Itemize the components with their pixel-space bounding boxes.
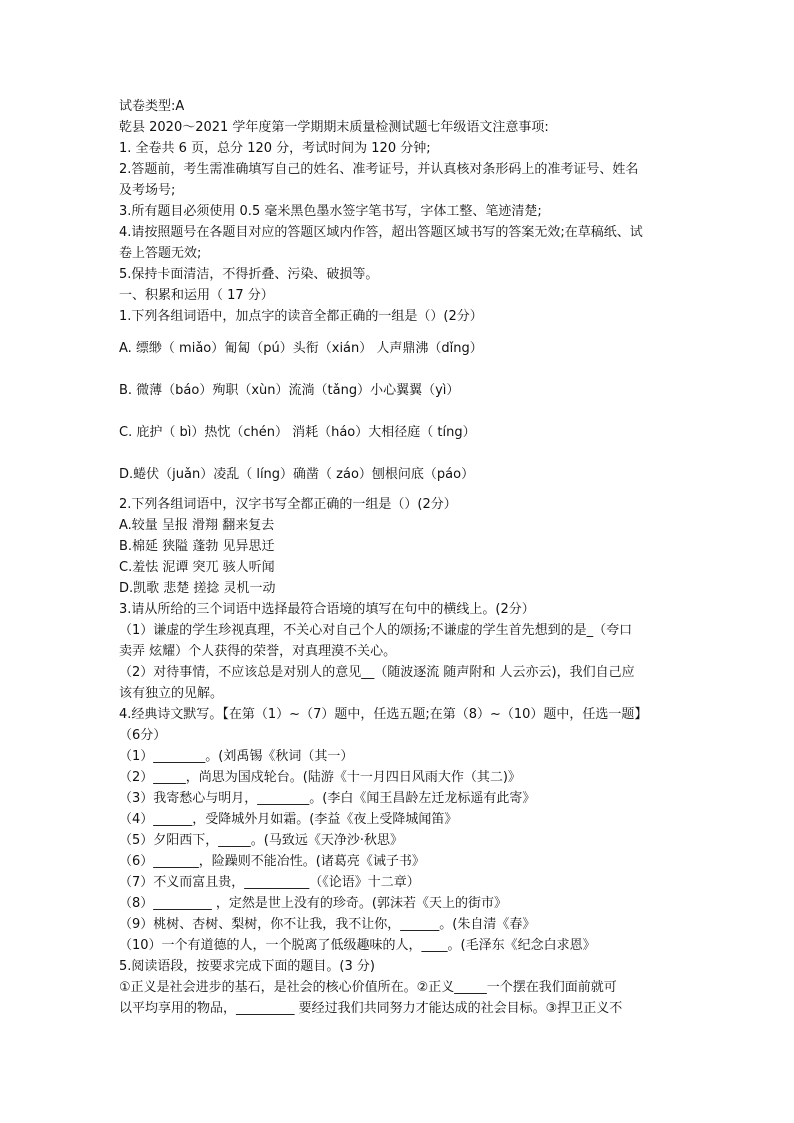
question-4-line: （7）不义而富且贵，__________（《论语》十二章）	[119, 875, 420, 890]
question-4-line: （6分）	[119, 728, 167, 743]
question-4-line: 4.经典诗文默写。【在第（1）~（7）题中，任选五题;在第（8）~（10）题中，任选一题】	[119, 707, 648, 722]
question-1-option-d: D.蜷伏（juǎn）凌乱（ líng）确凿（ záo）刨根问底（páo）	[119, 467, 475, 482]
question-2-stem: 2.下列各组词语中，汉字书写全都正确的一组是（）(2分）	[119, 497, 457, 512]
question-4-line: （9）桃树、杏树、梨树，你不让我，我不让你，______。(朱自清《春》	[119, 917, 536, 932]
question-3-line: 卖弄 炫耀）个人获得的荣誉，对真理漠不关心。	[119, 644, 397, 659]
question-1-stem: 1.下列各组词语中，加点字的读音全都正确的一组是（）(2分）	[119, 309, 483, 324]
question-4-line: （5）夕阳西下，_____。(马致远《天净沙·秋思》	[119, 833, 403, 848]
exam-type-label: 试卷类型:A	[119, 99, 185, 114]
section-heading: 一、积累和运用（ 17 分）	[119, 288, 274, 303]
question-2-option-b: B.棉延 狭隘 蓬勃 见异思迁	[119, 539, 275, 554]
question-1-option-b: B. 微薄（báo）殉职（xùn）流淌（tǎng）小心翼翼（yì）	[119, 383, 460, 398]
question-5-line: 以平均享用的物品，_________ 要经过我们共同努力才能达成的社会目标。③捍卫正义不	[119, 1001, 623, 1016]
question-4-line: （3）我寄愁心与明月，________。(李白《闻王昌龄左迁龙标遥有此寄》	[119, 791, 536, 806]
question-1-option-a: A. 缥缈（ miǎo）匍匐（pú）头衔（xián） 人声鼎沸（dǐng）	[119, 341, 483, 356]
exam-title: 乾县 2020～2021 学年度第一学期期末质量检测试题七年级语文注意事项:	[119, 120, 549, 135]
note-line: 3.所有题目必须使用 0.5 毫米黑色墨水签字笔书写，字体工整、笔迹清楚;	[119, 204, 542, 219]
note-line: 2.答题前，考生需准确填写自己的姓名、准考证号，并认真核对条形码上的准考证号、姓名	[119, 162, 639, 177]
question-3-line: 该有独立的见解。	[119, 686, 224, 701]
question-2-option-d: D.凯歌 悲楚 搓捻 灵机一动	[119, 581, 276, 596]
question-4-line: （2）_____，尚思为国戍轮台。(陆游《十一月四日风雨大作（其二)》	[119, 770, 521, 785]
question-4-line: （1）________。(刘禹锡《秋词（其一）	[119, 749, 354, 764]
note-line: 5.保持卡面清洁，不得折叠、污染、破损等。	[119, 267, 379, 282]
question-5-line: 5.阅读语段，按要求完成下面的题目。(3 分)	[119, 959, 375, 974]
question-3-line: （2）对待事情，不应该总是对别人的意见__（随波逐流 随声附和 人云亦云)，我们自己应	[119, 665, 635, 680]
note-line: 卷上答题无效;	[119, 246, 202, 261]
question-1-option-c: C. 庇护（ bì）热忱（chén） 消耗（háo）大相径庭（ tíng）	[119, 425, 476, 440]
question-2-option-c: C.羞怯 泥谭 突兀 骇人听闻	[119, 560, 275, 575]
note-line: 及考场号;	[119, 183, 176, 198]
note-line: 1. 全卷共 6 页，总分 120 分，考试时间为 120 分钟;	[119, 141, 431, 156]
question-4-line: （6）_______，险躁则不能冶性。(诸葛亮《诫子书》	[119, 854, 425, 869]
question-4-line: （10）一个有道德的人，一个脱离了低级趣味的人，____。(毛泽东《纪念白求恩》	[119, 938, 596, 953]
question-3-line: 3.请从所给的三个词语中选择最符合语境的填写在句中的横线上。(2分）	[119, 602, 535, 617]
question-3-line: （1）谦虚的学生珍视真理，不关心对自己个人的颂扬;不谦虚的学生首先想到的是_（夸口	[119, 623, 633, 638]
question-2-option-a: A.较量 呈报 滑翔 翻来复去	[119, 518, 275, 533]
note-line: 4.请按照题号在各题目对应的答题区域内作答，超出答题区域书写的答案无效;在草稿纸、试	[119, 225, 643, 240]
question-4-line: （4）______，受降城外月如霜。(李益《夜上受降城闻笛》	[119, 812, 458, 827]
question-5-line: ①正义是社会进步的基石，是社会的核心价值所在。②正义_____一个摆在我们面前就可	[119, 980, 617, 995]
question-4-line: （8）_________ ，定然是世上没有的珍奇。(郭沫若《天上的街市》	[119, 896, 507, 911]
